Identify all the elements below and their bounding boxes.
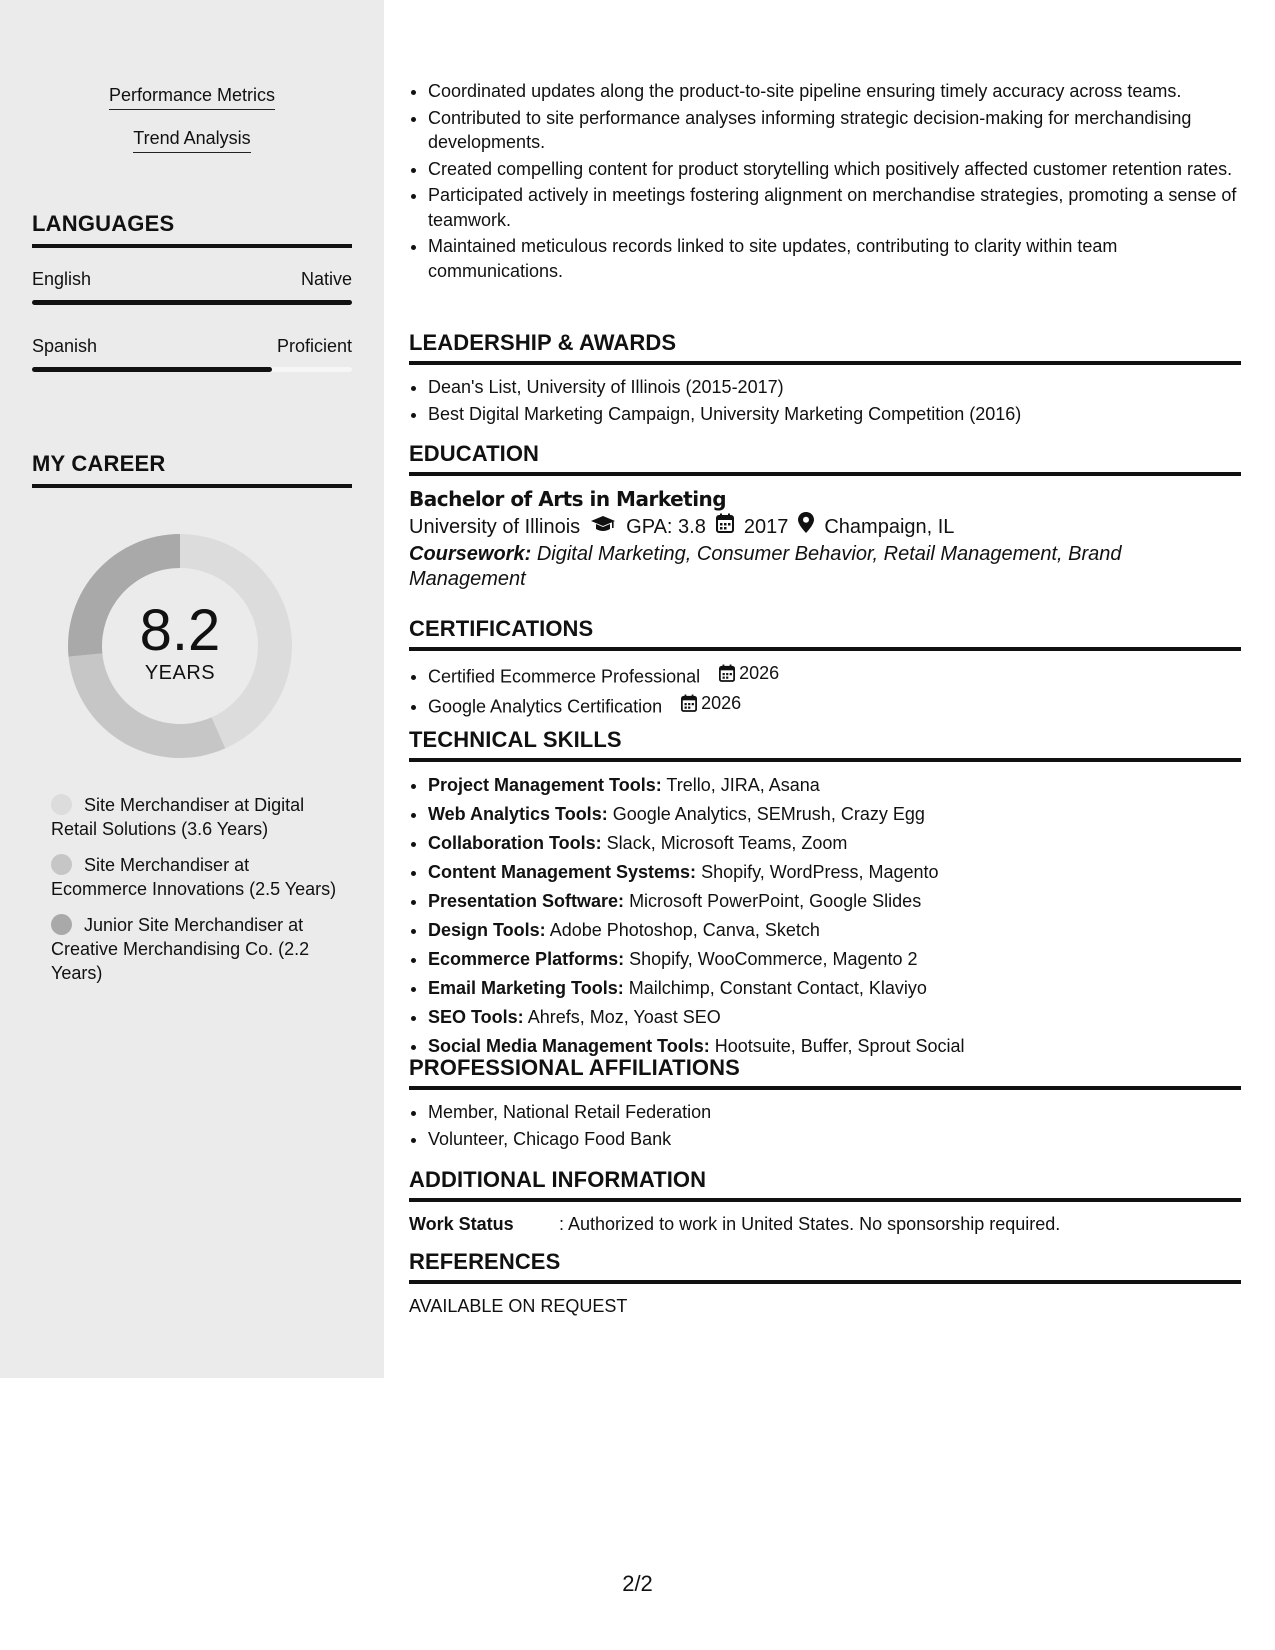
skill-item [428, 801, 1241, 828]
skill-category: SEO Tools: [428, 1007, 524, 1027]
skill-item [428, 975, 1241, 1002]
skill-item [428, 859, 1241, 886]
work-status-row [409, 1212, 1241, 1236]
legend-dot-icon [51, 914, 72, 935]
skill-values: Slack, Microsoft Teams, Zoom [606, 833, 848, 853]
additional-info-section [409, 1166, 1241, 1236]
graduation-cap-icon [590, 512, 616, 542]
language-proficiency-fill [32, 300, 352, 305]
coursework-label: Coursework: [409, 543, 532, 565]
skill-category: Design Tools: [428, 920, 546, 940]
skill-values: Hootsuite, Buffer, Sprout Social [714, 1036, 965, 1056]
affiliations-section [409, 1054, 1241, 1153]
leadership-item: • Best Digital Marketing Campaign, University Marketing Competition (2016) [428, 402, 1241, 427]
career-legend-label: Junior Site Merchandiser at Creative Merchandising Co. (2.2 Years) [51, 915, 310, 983]
career-donut-chart [62, 528, 298, 764]
skill-item [428, 1004, 1241, 1031]
certifications-section [409, 615, 1241, 721]
additional-info-heading: ADDITIONAL INFORMATION [409, 1166, 1241, 1202]
career-section [32, 450, 352, 488]
technical-skills-section [409, 726, 1241, 1062]
career-legend-label: Site Merchandiser at Digital Retail Solutions (3.6 Years) [51, 795, 305, 839]
map-pin-icon [798, 512, 814, 542]
graduation-year: 2017 [743, 516, 789, 538]
skill-category: Email Marketing Tools: [428, 978, 624, 998]
language-level: Native [300, 269, 352, 289]
calendar-icon [681, 694, 697, 712]
affiliations-heading: PROFESSIONAL AFFILIATIONS [409, 1054, 1241, 1090]
skill-values: Ahrefs, Moz, Yoast SEO [527, 1007, 721, 1027]
career-total-value: 8.2 [139, 598, 221, 663]
legend-dot-icon [51, 794, 72, 815]
language-row [32, 335, 352, 357]
leadership-section [409, 329, 1241, 428]
language-name: English [32, 269, 92, 289]
skill-item [428, 830, 1241, 857]
skill-category: Ecommerce Platforms: [428, 949, 625, 969]
certification-item [428, 661, 1241, 689]
skill-category: Project Management Tools: [428, 775, 662, 795]
skill-item [428, 888, 1241, 915]
languages-heading: LANGUAGES [32, 210, 352, 248]
skill-values: Trello, JIRA, Asana [666, 775, 820, 795]
language-level: Proficient [276, 336, 352, 356]
page-number: 2/2 [622, 1571, 653, 1596]
skill-values: Shopify, WordPress, Magento [701, 862, 939, 882]
sidebar [0, 0, 384, 1378]
work-status-label: Work Status [409, 1214, 514, 1234]
skill-values: Adobe Photoshop, Canva, Sketch [549, 920, 820, 940]
language-proficiency-fill [32, 367, 272, 372]
education-details [409, 512, 1241, 542]
experience-bullets [409, 79, 1241, 285]
certification-year: 2026 [739, 663, 780, 683]
experience-bullet: • Contributed to site performance analyses informing strategic decision-making for merchandising developments. [428, 106, 1241, 155]
language-name: Spanish [32, 336, 98, 356]
coursework-list: Digital Marketing, Consumer Behavior, Retail Management, Brand Management [409, 543, 1122, 590]
skill-values: Shopify, WooCommerce, Magento 2 [629, 949, 918, 969]
experience-bullet: • Maintained meticulous records linked to site updates, contributing to clarity within team communications. [428, 234, 1241, 283]
skill-item [428, 772, 1241, 799]
skill-category: Content Management Systems: [428, 862, 697, 882]
career-total-unit: YEARS [144, 662, 216, 684]
career-heading: MY CAREER [32, 450, 352, 488]
career-legend-item [51, 913, 341, 985]
technical-skills-heading: TECHNICAL SKILLS [409, 726, 1241, 762]
certification-name: Google Analytics Certification [428, 696, 663, 716]
language-proficiency-bar [32, 367, 352, 372]
career-legend-item [51, 853, 341, 901]
career-legend [51, 793, 341, 997]
affiliation-item: • Volunteer, Chicago Food Bank [428, 1127, 1241, 1152]
language-row [32, 268, 352, 290]
affiliation-item: • Member, National Retail Federation [428, 1100, 1241, 1125]
donut-center [62, 528, 298, 764]
education-section [409, 440, 1241, 592]
calendar-icon [716, 512, 734, 542]
skill-tag: Performance Metrics [109, 84, 275, 110]
certification-year: 2026 [701, 692, 742, 713]
certifications-heading: CERTIFICATIONS [409, 615, 1241, 651]
leadership-heading: LEADERSHIP & AWARDS [409, 329, 1241, 365]
certification-name: Certified Ecommerce Professional [428, 666, 701, 687]
references-section [409, 1248, 1241, 1318]
skill-category: Collaboration Tools: [428, 833, 602, 853]
education-heading: EDUCATION [409, 440, 1241, 476]
gpa: GPA: 3.8 [626, 516, 706, 538]
skill-category: Social Media Management Tools: [428, 1036, 710, 1056]
career-legend-label: Site Merchandiser at Ecommerce Innovations (2.5 Years) [51, 855, 337, 899]
experience-bullet: • Participated actively in meetings fostering alignment on merchandise strategies, promoting a sense of teamwork. [428, 183, 1241, 232]
school-name: University of Illinois [409, 516, 581, 538]
references-text: AVAILABLE ON REQUEST [409, 1296, 628, 1316]
skill-category: Presentation Software: [428, 891, 625, 911]
legend-dot-icon [51, 854, 72, 875]
leadership-item: • Dean's List, University of Illinois (2015-2017) [428, 375, 1241, 400]
language-proficiency-bar [32, 300, 352, 305]
skill-item [428, 917, 1241, 944]
coursework [409, 542, 1241, 592]
skill-tags [0, 84, 384, 170]
skill-tag: Trend Analysis [133, 127, 250, 153]
experience-bullet: • Created compelling content for product storytelling which positively affected customer retention rates. [428, 157, 1241, 182]
skill-values: Mailchimp, Constant Contact, Klaviyo [628, 978, 927, 998]
skill-values: Google Analytics, SEMrush, Crazy Egg [612, 804, 925, 824]
skill-item [428, 946, 1241, 973]
languages-section [32, 210, 352, 372]
certification-item [428, 691, 1241, 719]
skill-category: Web Analytics Tools: [428, 804, 608, 824]
work-status-value: : Authorized to work in United States. No sponsorship required. [559, 1214, 1061, 1234]
school-location: Champaign, IL [824, 516, 955, 538]
degree-title: Bachelor of Arts in Marketing [409, 487, 727, 511]
calendar-icon [719, 664, 735, 682]
experience-bullet: • Coordinated updates along the product-to-site pipeline ensuring timely accuracy across teams. [428, 79, 1241, 104]
career-legend-item [51, 793, 341, 841]
skill-values: Microsoft PowerPoint, Google Slides [629, 891, 922, 911]
references-heading: REFERENCES [409, 1248, 1241, 1284]
